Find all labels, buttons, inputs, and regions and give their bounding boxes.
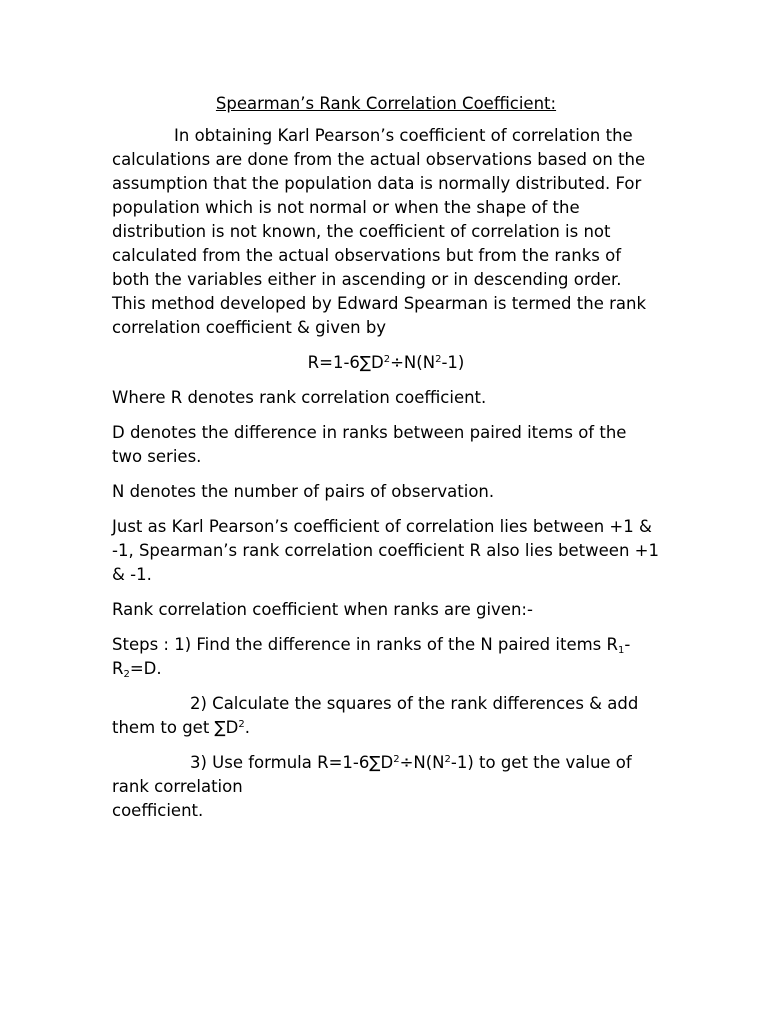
step-1-text: Steps : 1) Find the difference in ranks of the N paired items (112, 635, 607, 654)
rank-correlation-formula (112, 351, 660, 375)
formula-part: -1) (441, 353, 465, 372)
formula-exponent: 2 (383, 354, 391, 365)
step-3-exponent: 2 (393, 754, 400, 765)
formula-part: ÷N(N (390, 353, 436, 372)
step-3-last-line: coefficient. (112, 801, 204, 820)
step-2-end: . (244, 718, 250, 737)
intro-paragraph: In obtaining Karl Pearson’s coefficient of correlation the calculations are done from the actual observations based on the assumption that the population data is normally distributed. For population which is not normal or when the shape of the distribution is not known, the coefficient of correlation is not calculated from the actual observations but from the ranks of both the variables either in ascending or in descending order. This method developed by Edward Spearman is termed the rank correlation coefficient & given by (112, 126, 646, 337)
step-1-part: =D. (129, 659, 162, 678)
step-2 (112, 692, 660, 740)
step-3-exponent: 2 (444, 754, 451, 765)
step-3-text: 3) Use formula R=1-6∑D (190, 753, 394, 772)
step-1 (112, 633, 660, 681)
formula-part: R=1-6∑D (307, 353, 384, 372)
step-3-part: -1) to get the value of rank correlation (112, 753, 632, 796)
step-1-subscript: 2 (123, 669, 130, 680)
step-1-part: -R (112, 635, 631, 678)
formula-exponent: 2 (435, 354, 442, 365)
where-r-definition: Where R denotes rank correlation coefficient. (112, 388, 487, 407)
step-1-subscript: 1 (618, 645, 625, 656)
step-3 (112, 751, 660, 823)
document-title: Spearman’s Rank Correlation Coefficient: (215, 94, 557, 113)
d-definition: D denotes the difference in ranks between paired items of the two series. (112, 423, 627, 466)
n-definition: N denotes the number of pairs of observation. (112, 482, 495, 501)
step-2-exponent: 2 (238, 719, 245, 730)
ranks-given-heading: Rank correlation coefficient when ranks are given:- (112, 600, 533, 619)
step-1-part: R (606, 635, 618, 654)
step-3-part: ÷N(N (399, 753, 445, 772)
document-page (112, 92, 660, 823)
step-2-text: 2) Calculate the squares of the rank differences & add them to get ∑D (112, 694, 639, 737)
range-paragraph: Just as Karl Pearson’s coefficient of correlation lies between +1 & -1, Spearman’s rank correlation coefficient R also lies between +1 & -1. (112, 517, 659, 584)
